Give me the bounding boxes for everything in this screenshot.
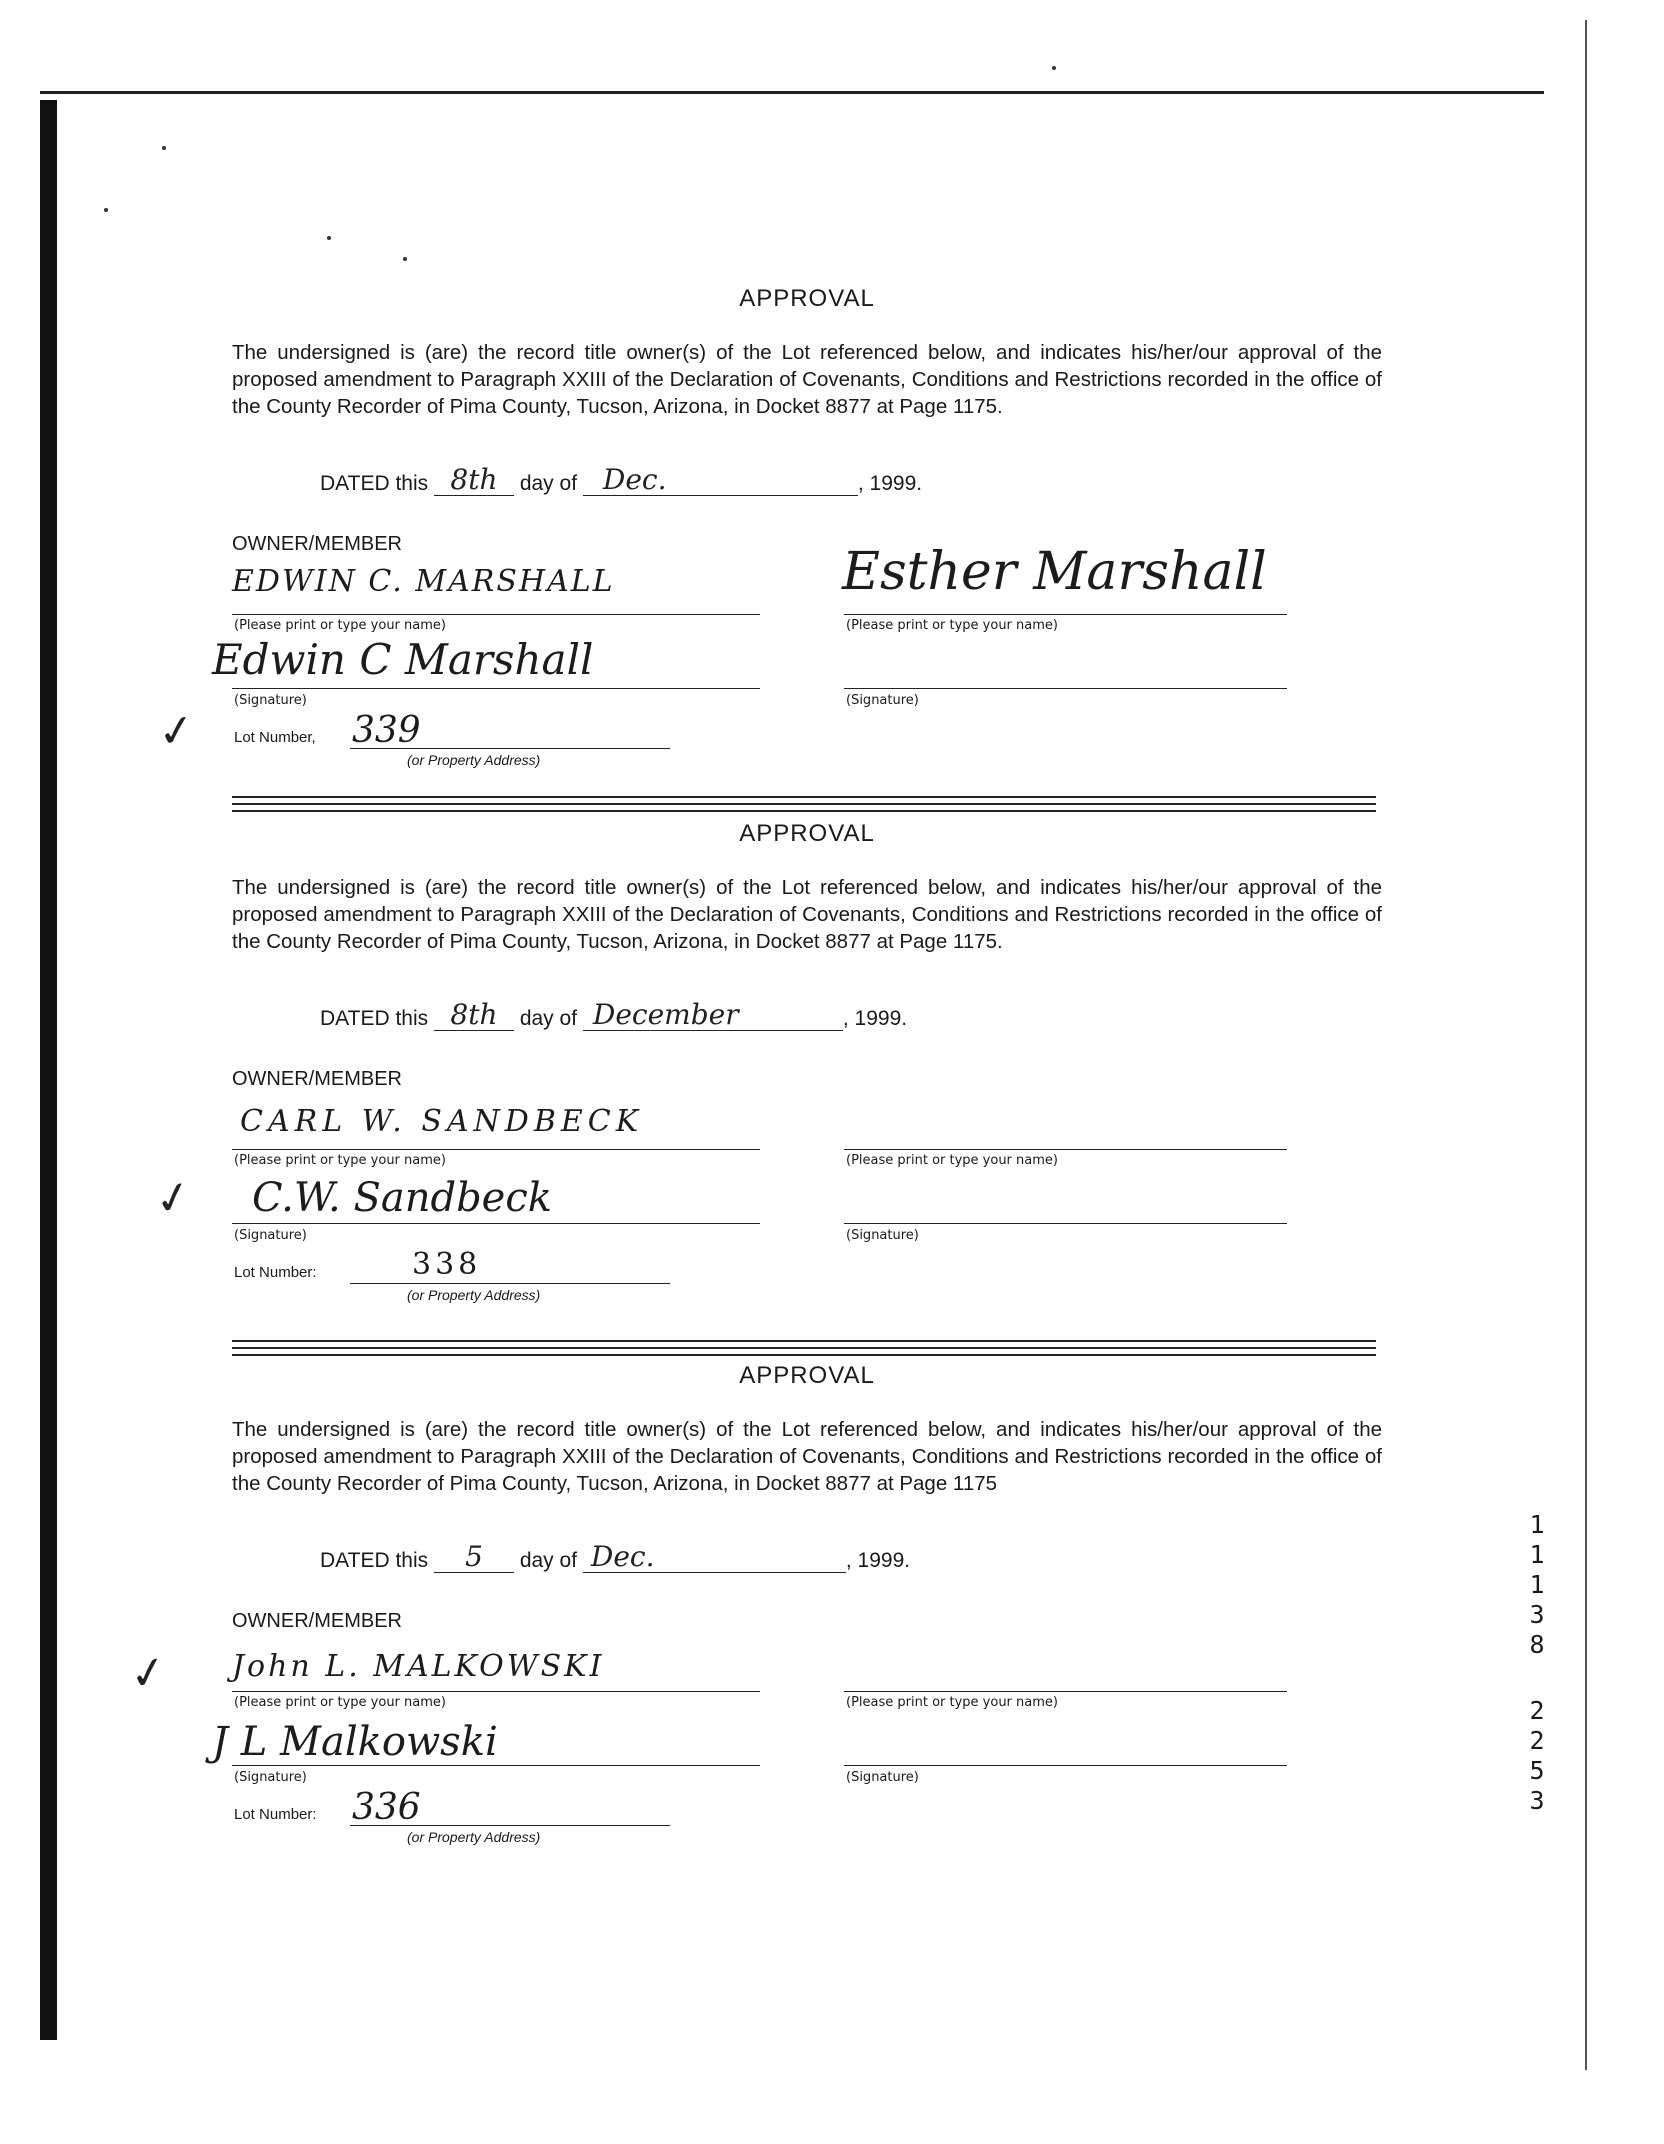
approval-section-2 — [232, 815, 1382, 1315]
left-name-line — [232, 1149, 760, 1150]
stamp-digit: 5 — [1529, 1756, 1545, 1785]
stamp-digit: 1 — [1529, 1510, 1545, 1539]
year-label: , 1999. — [842, 1007, 908, 1030]
left-signature[interactable]: C.W. Sandbeck — [252, 1175, 552, 1221]
stamp-digit: 1 — [1529, 1570, 1545, 1599]
right-signature-line — [844, 1223, 1287, 1224]
year-label: , 1999. — [857, 472, 923, 495]
left-name-caption: (Please print or type your name) — [234, 1695, 446, 1710]
lot-number-caption: (or Property Address) — [407, 1829, 541, 1845]
day-of-label: day of — [519, 1549, 578, 1572]
lot-number-label: Lot Number, — [234, 729, 316, 746]
right-name-line — [844, 1149, 1287, 1150]
lot-number-value[interactable]: 339 — [352, 710, 421, 751]
left-name-caption: (Please print or type your name) — [234, 1153, 446, 1168]
dated-label: DATED this — [320, 1549, 429, 1572]
lot-number-line — [350, 1283, 670, 1284]
scan-left-border — [40, 100, 57, 2040]
scan-speck — [403, 257, 407, 261]
approval-paragraph: The undersigned is (are) the record title owner(s) of the Lot referenced below, and indicates his/her/our approval of the proposed amendment to Paragraph XXIII of the Declaration of Covenants, Conditions and Restrictions recorded in the office of the County Recorder of Pima County, Tucson, Arizona, in Docket 8877 at Page 1175. — [232, 876, 1382, 953]
stamp-digit: 2 — [1529, 1726, 1545, 1755]
lot-number-label: Lot Number: — [234, 1806, 317, 1823]
checkmark: ✓ — [154, 703, 199, 760]
right-name-caption: (Please print or type your name) — [846, 618, 1058, 633]
dated-line — [320, 465, 922, 496]
section-divider — [232, 796, 1376, 812]
scan-speck — [1052, 66, 1056, 70]
right-name-line — [844, 614, 1287, 615]
approval-paragraph: The undersigned is (are) the record title owner(s) of the Lot referenced below, and indicates his/her/our approval of the proposed amendment to Paragraph XXIII of the Declaration of Covenants, Conditions and Restrictions recorded in the office of the County Recorder of Pima County, Tucson, Arizona, in Docket 8877 at Page 1175 — [232, 1418, 1382, 1495]
section-title: APPROVAL — [739, 820, 875, 847]
left-signature-line — [232, 1765, 760, 1766]
scan-speck — [104, 208, 108, 212]
scan-speck — [327, 236, 331, 240]
month-field[interactable]: December — [583, 1000, 843, 1031]
day-of-label: day of — [519, 472, 578, 495]
section-title: APPROVAL — [739, 1362, 875, 1389]
owner-member-label: OWNER/MEMBER — [232, 1068, 402, 1090]
dated-label: DATED this — [320, 1007, 429, 1030]
stamp-digit: 1 — [1529, 1540, 1545, 1569]
day-field[interactable]: 5 — [434, 1542, 514, 1573]
left-signature-caption: (Signature) — [234, 693, 307, 708]
lot-number-value[interactable]: 336 — [352, 1787, 421, 1828]
left-signature-caption: (Signature) — [234, 1770, 307, 1785]
docket-page-stamp — [1522, 1510, 1552, 1816]
right-name-line — [844, 1691, 1287, 1692]
dated-label: DATED this — [320, 472, 429, 495]
day-field[interactable]: 8th — [434, 465, 514, 496]
right-signature-caption: (Signature) — [846, 693, 919, 708]
right-signature-caption: (Signature) — [846, 1228, 919, 1243]
dated-line — [320, 1542, 910, 1573]
left-name-line — [232, 614, 760, 615]
left-name-line — [232, 1691, 760, 1692]
day-field[interactable]: 8th — [434, 1000, 514, 1031]
left-signature-caption: (Signature) — [234, 1228, 307, 1243]
checkmark: ✓ — [125, 1645, 172, 1702]
right-name-caption: (Please print or type your name) — [846, 1695, 1058, 1710]
left-owner-name[interactable]: EDWIN C. MARSHALL — [232, 564, 615, 599]
checkmark: ✓ — [150, 1169, 197, 1228]
owner-member-label: OWNER/MEMBER — [232, 533, 402, 555]
owner-member-label: OWNER/MEMBER — [232, 1610, 402, 1632]
month-field[interactable]: Dec. — [583, 1542, 846, 1573]
section-title: APPROVAL — [739, 285, 875, 312]
right-signature-line — [844, 688, 1287, 689]
scan-right-border — [1585, 20, 1587, 2070]
year-label: , 1999. — [845, 1549, 911, 1572]
left-owner-name[interactable]: John L. MALKOWSKI — [232, 1649, 605, 1684]
left-owner-name[interactable]: CARL W. SANDBECK — [240, 1104, 644, 1139]
approval-section-3 — [212, 1357, 1382, 1857]
left-signature-line — [232, 1223, 760, 1224]
stamp-digit: 3 — [1529, 1786, 1545, 1815]
left-name-caption: (Please print or type your name) — [234, 618, 446, 633]
left-signature-line — [232, 688, 760, 689]
dated-line — [320, 1000, 907, 1031]
right-name-caption: (Please print or type your name) — [846, 1153, 1058, 1168]
stamp-digit: 2 — [1529, 1696, 1545, 1725]
section-divider — [232, 1340, 1376, 1356]
stamp-digit: 8 — [1529, 1630, 1545, 1659]
left-signature[interactable]: J L Malkowski — [212, 1719, 498, 1765]
right-signature-caption: (Signature) — [846, 1770, 919, 1785]
day-of-label: day of — [519, 1007, 578, 1030]
lot-number-value[interactable]: 338 — [412, 1247, 482, 1282]
approval-paragraph: The undersigned is (are) the record title owner(s) of the Lot referenced below, and indicates his/her/our approval of the proposed amendment to Paragraph XXIII of the Declaration of Covenants, Conditions and Restrictions recorded in the office of the County Recorder of Pima County, Tucson, Arizona, in Docket 8877 at Page 1175. — [232, 341, 1382, 418]
lot-number-caption: (or Property Address) — [407, 1287, 541, 1303]
scan-speck — [162, 146, 166, 150]
scan-top-border — [40, 91, 1544, 94]
right-owner-name[interactable]: Esther Marshall — [842, 542, 1267, 602]
lot-number-caption: (or Property Address) — [407, 752, 541, 768]
approval-section-1 — [212, 280, 1382, 780]
lot-number-line — [350, 748, 670, 749]
left-signature[interactable]: Edwin C Marshall — [212, 635, 594, 684]
right-signature-line — [844, 1765, 1287, 1766]
lot-number-label: Lot Number: — [234, 1264, 317, 1281]
stamp-digit: 3 — [1529, 1600, 1545, 1629]
lot-number-line — [350, 1825, 670, 1826]
month-field[interactable]: Dec. — [583, 465, 858, 496]
